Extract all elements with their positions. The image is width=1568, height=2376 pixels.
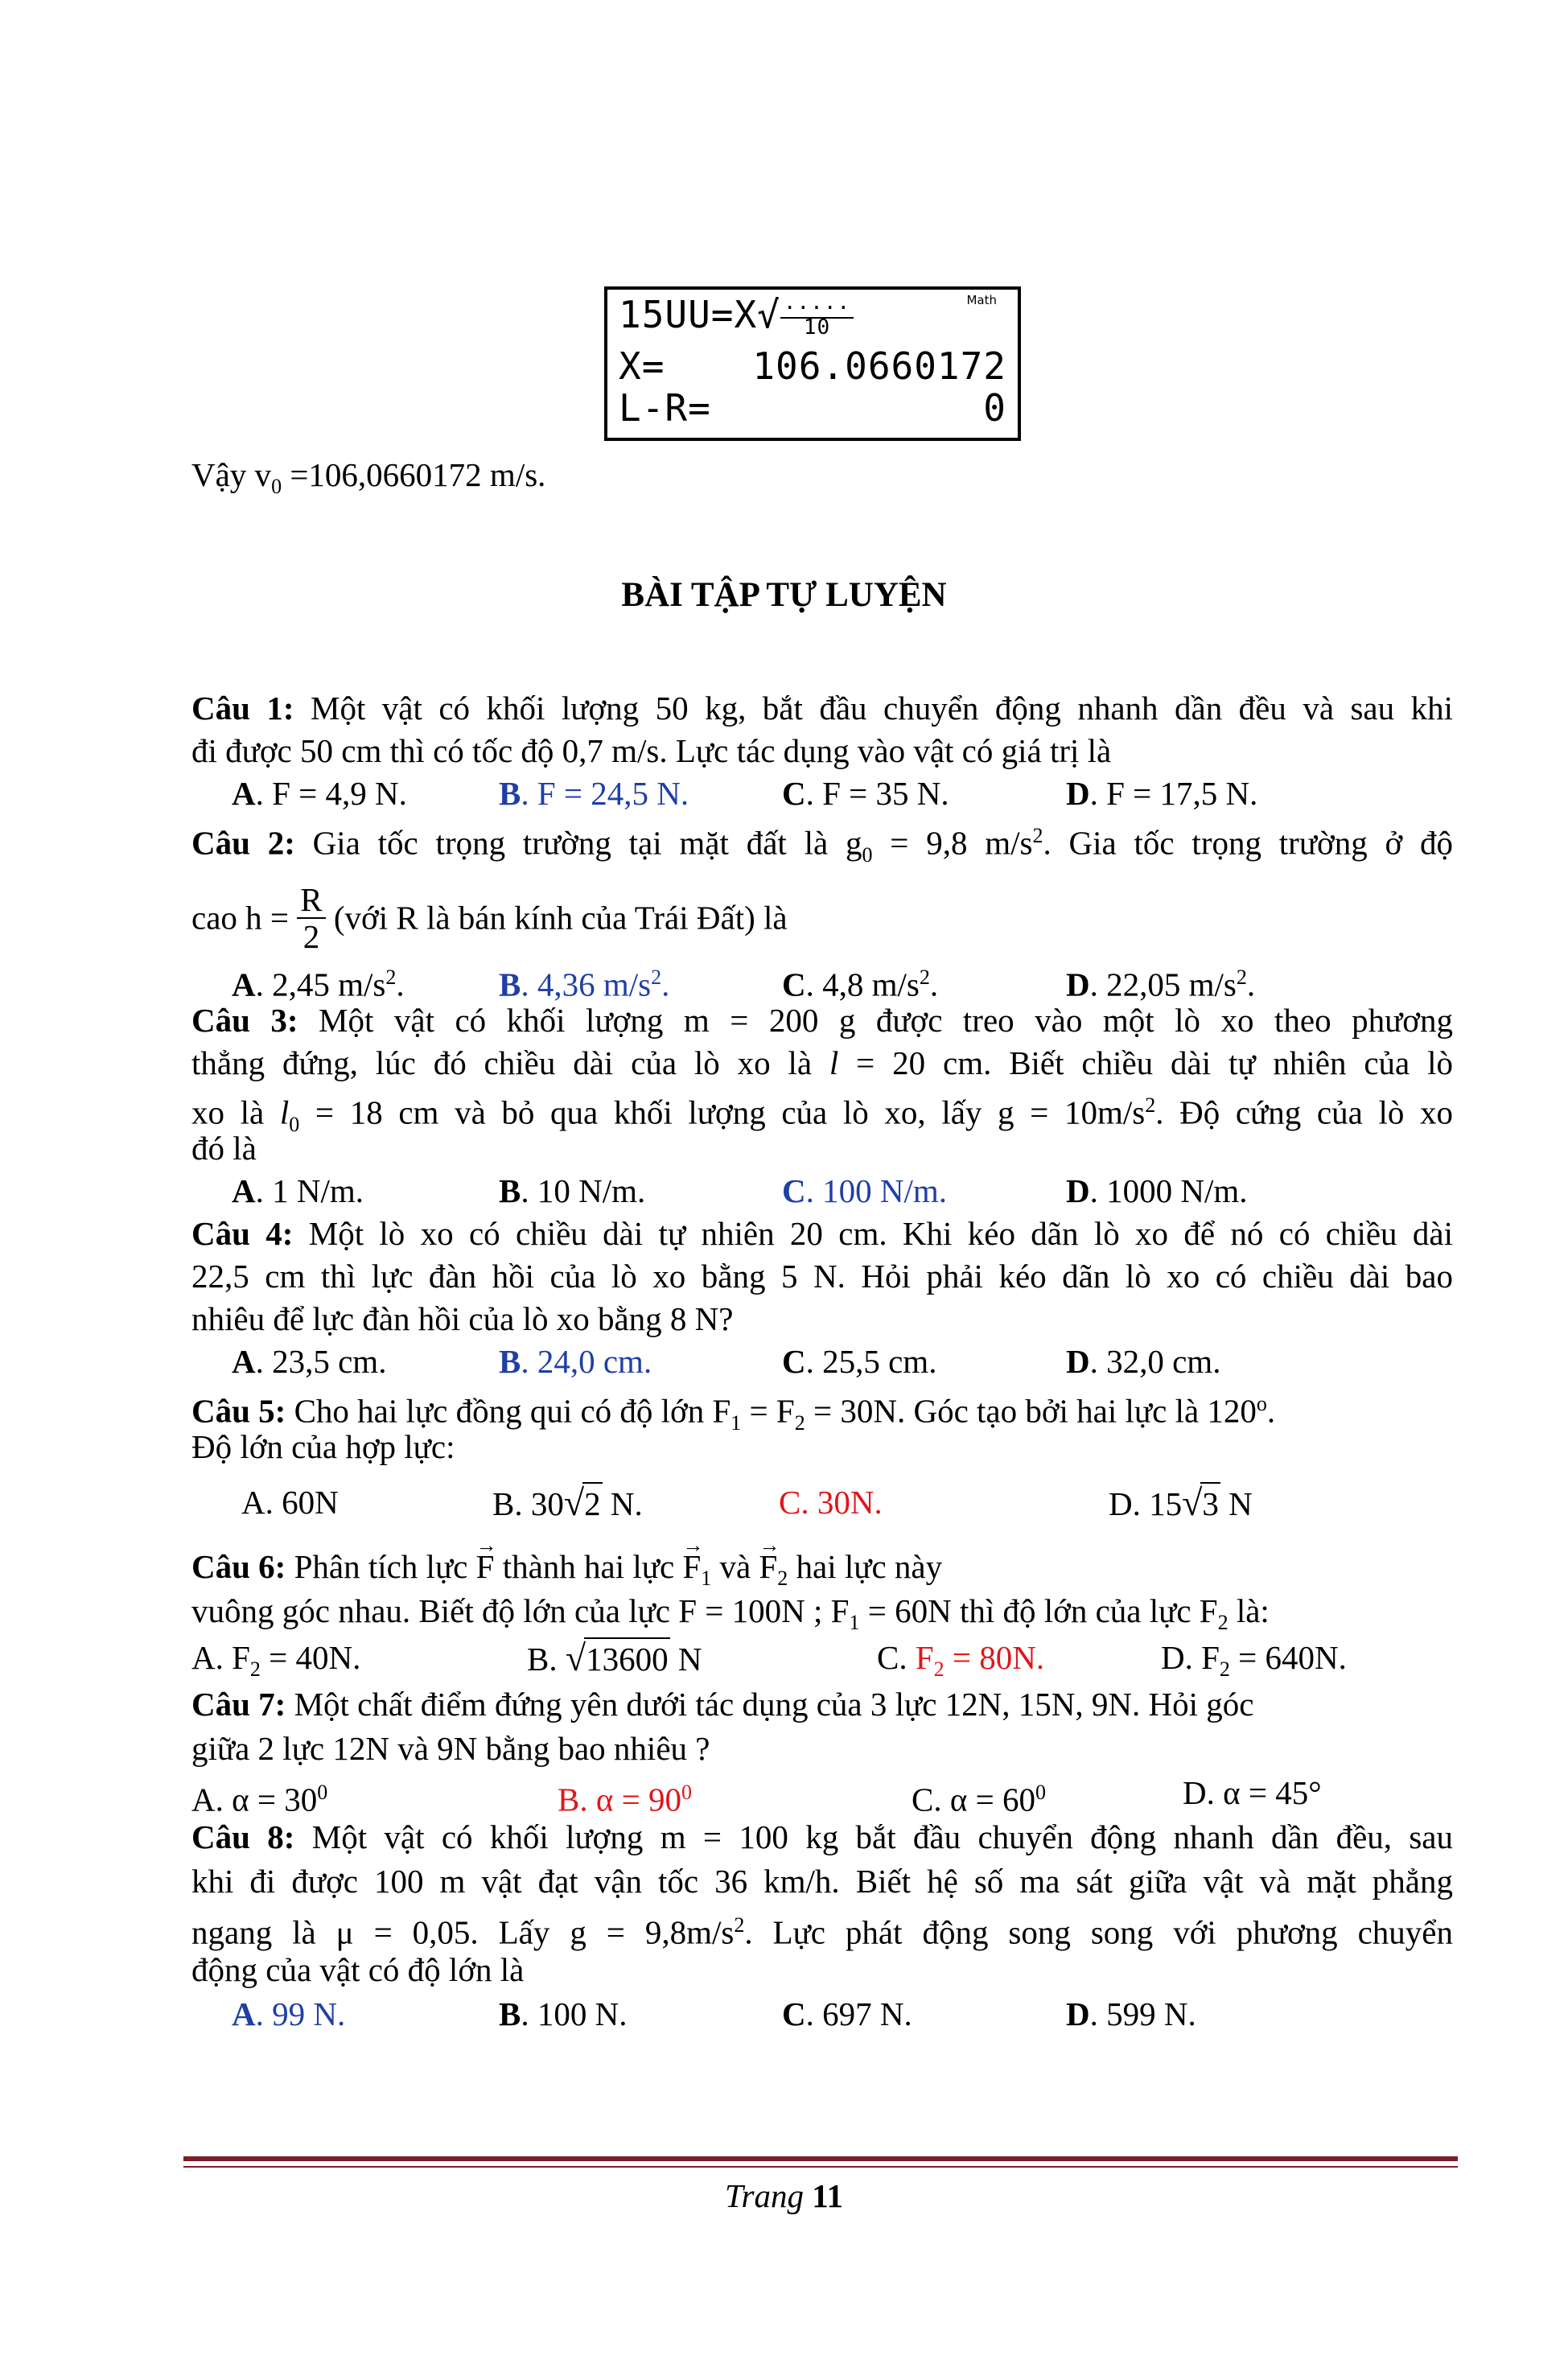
q3-line-2: thẳng đứng, lúc đó chiều dài của lò xo là l = 20 cm. Biết chiều dài tự nhiên của lò — [191, 1044, 1453, 1081]
q7-option-c[interactable]: C. $\alpha = 60^0$ — [912, 1781, 1046, 1818]
q7-line-2: giữa 2 lực 12N và 9N bằng bao nhiêu ? — [191, 1730, 710, 1767]
calculator-line-2: X= 106.0660172 — [619, 344, 1006, 388]
q8-option-b[interactable]: B. 100 N. — [499, 1995, 628, 2032]
section-title: BÀI TẬP TỰ LUYỆN — [621, 576, 947, 614]
q8-line-3: ngang là μ = 0,05. Lấy $g = 9,8m/s^2$. Lực phát động song song với phương chuyển — [191, 1913, 1453, 1951]
q8-line-2: khi đi được 100 m vật đạt vận tốc 36 km/h. Biết hệ số ma sát giữa vật và mặt phẳng — [191, 1863, 1453, 1900]
q2-option-b[interactable]: B. 4,36 $m/s^2$. — [499, 966, 670, 1003]
q6-option-d[interactable]: D. $F_2 = 640N$. — [1161, 1639, 1347, 1682]
vector-f: → F — [476, 1546, 495, 1587]
q3-line-1: Câu 3: Một vật có khối lượng m = 200 g được treo vào một lò xo theo phương — [191, 1002, 1453, 1039]
q2-option-d[interactable]: D. 22,05 $m/s^2$. — [1066, 966, 1256, 1003]
q3-option-b[interactable]: B. 10 N/m. — [499, 1172, 646, 1209]
q5-option-b[interactable]: B. 30√2 N. — [492, 1482, 643, 1523]
q3-option-c[interactable]: C. 100 N/m. — [782, 1172, 948, 1209]
q4-option-c[interactable]: C. 25,5 cm. — [782, 1343, 937, 1380]
q6-option-a[interactable]: A. $F_2 = 40N$. — [191, 1639, 361, 1682]
q5-line-2: Độ lớn của hợp lực: — [191, 1428, 455, 1465]
q6-option-c[interactable]: C. $F_2 = 80N$. — [877, 1639, 1045, 1682]
q6-line-2: vuông góc nhau. Biết độ lớn của lực F = 100N ; $F_1 = 60N$ thì độ lớn của lực $F_2$ là: — [191, 1592, 1270, 1635]
page-number: Trang 11 — [725, 2177, 843, 2214]
q1-line-2: đi được 50 cm thì có tốc độ 0,7 m/s. Lực tác dụng vào vật có giá trị là — [191, 732, 1112, 769]
q8-line-4: động của vật có độ lớn là — [191, 1951, 525, 1988]
q3-line-3: xo là $l_0 = 18$ cm và bỏ qua khối lượng của lò xo, lấy $g = 10m/s^2$. Độ cứng của lò xo — [191, 1093, 1453, 1136]
q7-option-d[interactable]: D. α = 45° — [1183, 1774, 1322, 1811]
q5-option-a[interactable]: A. 60N — [241, 1484, 339, 1521]
q4-option-d[interactable]: D. 32,0 cm. — [1066, 1343, 1221, 1380]
q8-option-d[interactable]: D. 599 N. — [1066, 1995, 1196, 2032]
q6-option-b[interactable]: B. √13600 N — [527, 1637, 702, 1678]
fraction-r-over-2: $\frac{R}{2}$ — [297, 882, 325, 954]
q7-option-b[interactable]: B. $\alpha = 90^0$ — [558, 1781, 692, 1818]
q1-option-b[interactable]: B. F = 24,5 N. — [499, 775, 689, 812]
calculator-screen — [604, 286, 1021, 441]
q7-line-1: Câu 7: Một chất điểm đứng yên dưới tác dụng của 3 lực 12N, 15N, 9N. Hỏi góc — [191, 1686, 1254, 1723]
q2-line-2: cao h = $\frac{R}{2}$ (với R là bán kính của Trái Đất) là — [191, 881, 788, 955]
q8-option-a[interactable]: A. 99 N. — [232, 1995, 346, 2032]
q2-line-1: Câu 2: Gia tốc trọng trường tại mặt đất là $g_0 = 9,8$ $m/s^2$. Gia tốc trọng trường ở độ — [191, 824, 1453, 867]
q4-line-1: Câu 4: Một lò xo có chiều dài tự nhiên 20 cm. Khi kéo dãn lò xo để nó có chiều dài — [191, 1215, 1453, 1252]
q2-option-a[interactable]: A. 2,45 $m/s^2$. — [232, 966, 405, 1003]
q3-line-4: đó là — [191, 1130, 257, 1167]
calculator-line-3: L-R= 0 — [619, 386, 1006, 430]
footer-rule-thin — [183, 2166, 1458, 2168]
q1-line-1: Câu 1: Một vật có khối lượng 50 kg, bắt đầu chuyển động nhanh dần đều và sau khi — [191, 690, 1453, 727]
calculator-line-1: 15UU=X√ $\frac{\cdot\cdot\cdot\cdot\cdot}{10}$ — [619, 294, 1006, 336]
q7-option-a[interactable]: A. $\alpha = 30^0$ — [191, 1781, 328, 1818]
vector-f2: → F — [759, 1546, 777, 1587]
q8-line-1: Câu 8: Một vật có khối lượng m = 100 kg bắt đầu chuyển động nhanh dần đều, sau — [191, 1818, 1453, 1855]
q1-option-c[interactable]: C. F = 35 N. — [782, 775, 949, 812]
q3-option-d[interactable]: D. 1000 N/m. — [1066, 1172, 1248, 1209]
vector-f1: → F — [682, 1546, 701, 1587]
q3-option-a[interactable]: A. 1 N/m. — [232, 1172, 364, 1209]
result-line: Vậy $v_0 =106,0660172$ m/s. — [191, 456, 546, 499]
q1-option-a[interactable]: A. F = 4,9 N. — [232, 775, 407, 812]
footer-rule-thick — [183, 2156, 1458, 2161]
q5-option-d[interactable]: D. 15√3 N — [1109, 1482, 1253, 1523]
q1-option-d[interactable]: D. F = 17,5 N. — [1066, 775, 1258, 812]
q2-option-c[interactable]: C. 4,8 $m/s^2$. — [782, 966, 939, 1003]
q8-option-c[interactable]: C. 697 N. — [782, 1995, 912, 2032]
math-mode-indicator: Math — [966, 293, 997, 307]
q4-option-b[interactable]: B. 24,0 cm. — [499, 1343, 652, 1380]
q5-line-1: Câu 5: Cho hai lực đồng qui có độ lớn $F_1 = F_2 = 30N$. Góc tạo bởi hai lực là 120$^o$. — [191, 1392, 1276, 1435]
q4-line-3: nhiêu để lực đàn hồi của lò xo bằng 8 N? — [191, 1300, 734, 1337]
q6-line-1: Câu 6: Phân tích lực → F thành hai lực → $F_1$ và → $F_2$ hai lực này — [191, 1546, 942, 1599]
q4-line-2: 22,5 cm thì lực đàn hồi của lò xo bằng 5 N. Hỏi phải kéo dãn lò xo có chiều dài bao — [191, 1258, 1453, 1295]
q5-option-c[interactable]: C. 30N. — [779, 1484, 883, 1521]
q4-option-a[interactable]: A. 23,5 cm. — [232, 1343, 387, 1380]
